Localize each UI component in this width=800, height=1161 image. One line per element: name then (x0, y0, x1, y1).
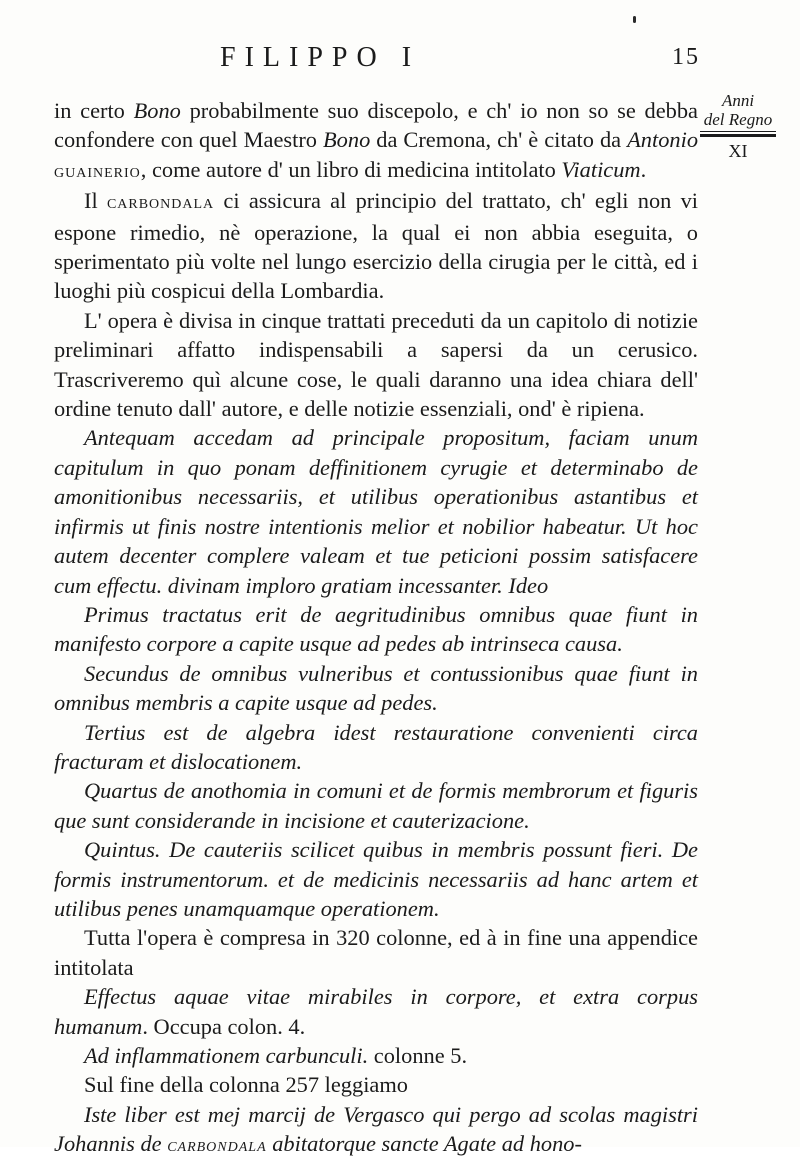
text-run: Antonio (627, 127, 699, 153)
paragraph (54, 1070, 698, 1099)
margin-note-year-number: XI (728, 141, 748, 161)
page-number: 15 (672, 44, 700, 70)
paragraph (54, 186, 698, 306)
text-run: carbondala (106, 191, 215, 214)
running-head (180, 42, 700, 78)
text-run: in certo (54, 98, 134, 123)
paragraph (54, 923, 698, 982)
paragraph (54, 1041, 698, 1070)
text-run: abitatorque sancte Agate ad hono- (266, 1131, 582, 1157)
margin-note (700, 91, 776, 162)
text-run: Sul fine della colonna 257 leggiamo (84, 1072, 408, 1098)
margin-note-line1: Anni (721, 91, 755, 110)
text-run: Quintus. De cauteriis scilicet quibus in membris possunt fieri. De formis instrumentorum. et de medicinis necessariis ad hanc artem et utilibus penes unamquamque operationem. (54, 837, 698, 921)
text-run: . (640, 156, 647, 182)
text-run: Secundus de omnibus vulneribus et contussionibus quae fiunt in omnibus membris a capite usque ad pedes. (54, 660, 698, 716)
text-run: Tutta l'opera è compresa in 320 colonne, ed à in fine una appendice intitolata (54, 925, 698, 980)
text-run: ci assicura al principio del trattato, ch' egli non vi espone rimedio, nè operazione, la qual ei non abbia eseguita, o sperimentato più volte nel lungo esercizio della cirugia per le città, ed i luoghi più cospicui della Lombardia. (54, 188, 699, 304)
text-run: Iste liber est mej marcij de Vergasco qui pergo ad scolas magistri Johannis de (54, 1101, 698, 1157)
paragraph (54, 96, 698, 186)
paragraph (54, 718, 698, 777)
body-text (54, 96, 698, 1161)
text-run: Bono (323, 127, 371, 153)
text-run: Bono (133, 98, 181, 123)
text-run: Primus tractatus erit de aegritudinibus omnibus quae fiunt in manifesto corpore a capite usque ad pedes ab intrinseca causa. (54, 601, 698, 657)
paragraph (54, 659, 698, 718)
text-run: , come autore d' un libro di medicina intitolato (140, 156, 562, 182)
page-header-title: FILIPPO I (220, 42, 421, 73)
paragraph (54, 423, 698, 599)
ink-mark (633, 16, 636, 23)
text-run: probabilmente suo discepolo, e ch' io non so se debba confondere con quel Maestro (54, 98, 698, 153)
text-run: colonne 5. (368, 1043, 468, 1068)
text-run: Antequam accedam ad principale propositum, faciam unum capitulum in quo ponam deffinitionem cyrugie et determinabo de amonitionibus necessariis, et utilibus operationibus astantibus et infirmis ut finis nostre intentionis melior et nobilior habeatur. Ut hoc autem decenter complere valeam et tue peticioni possim satisfacere cum effectu. divinam imploro gratiam incessanter. Ideo (54, 425, 698, 598)
paragraph (54, 776, 698, 835)
text-run: . Occupa colon. 4. (142, 1013, 306, 1039)
paragraph (54, 306, 698, 424)
text-run: Effectus aquae vitae mirabiles in corpore, et extra corpus humanum (54, 984, 698, 1039)
paragraph (54, 1100, 698, 1161)
text-run: Ad inflammationem carbunculi. (84, 1043, 369, 1068)
paragraph (54, 982, 698, 1041)
text-run: Tertius est de algebra idest restauratione convenienti circa fracturam et dislocationem. (54, 719, 698, 774)
margin-note-rule (700, 134, 776, 137)
paragraph (54, 835, 698, 923)
text-run: da Cremona, ch' è citato da (370, 127, 628, 153)
paragraph (54, 600, 698, 659)
text-run: Il (84, 188, 107, 214)
text-run: L' opera è divisa in cinque trattati preceduti da un capitolo di notizie preliminari affatto indispensabili a sapersi da un cerusico. Trascriveremo quì alcune cose, le quali daranno una idea chiara dell' ordine tenuto dall' autore, e delle notizie essenziali, ond' è ripiena. (54, 307, 698, 422)
text-run: Quartus de anothomia in comuni et de formis membrorum et figuris que sunt considerande in incisione et cauterizacione. (54, 778, 698, 833)
text-run: Viaticum (561, 156, 641, 182)
text-run: carbondala (167, 1134, 267, 1157)
margin-note-line2: del Regno (700, 110, 776, 132)
text-run: guainerio (54, 159, 141, 182)
